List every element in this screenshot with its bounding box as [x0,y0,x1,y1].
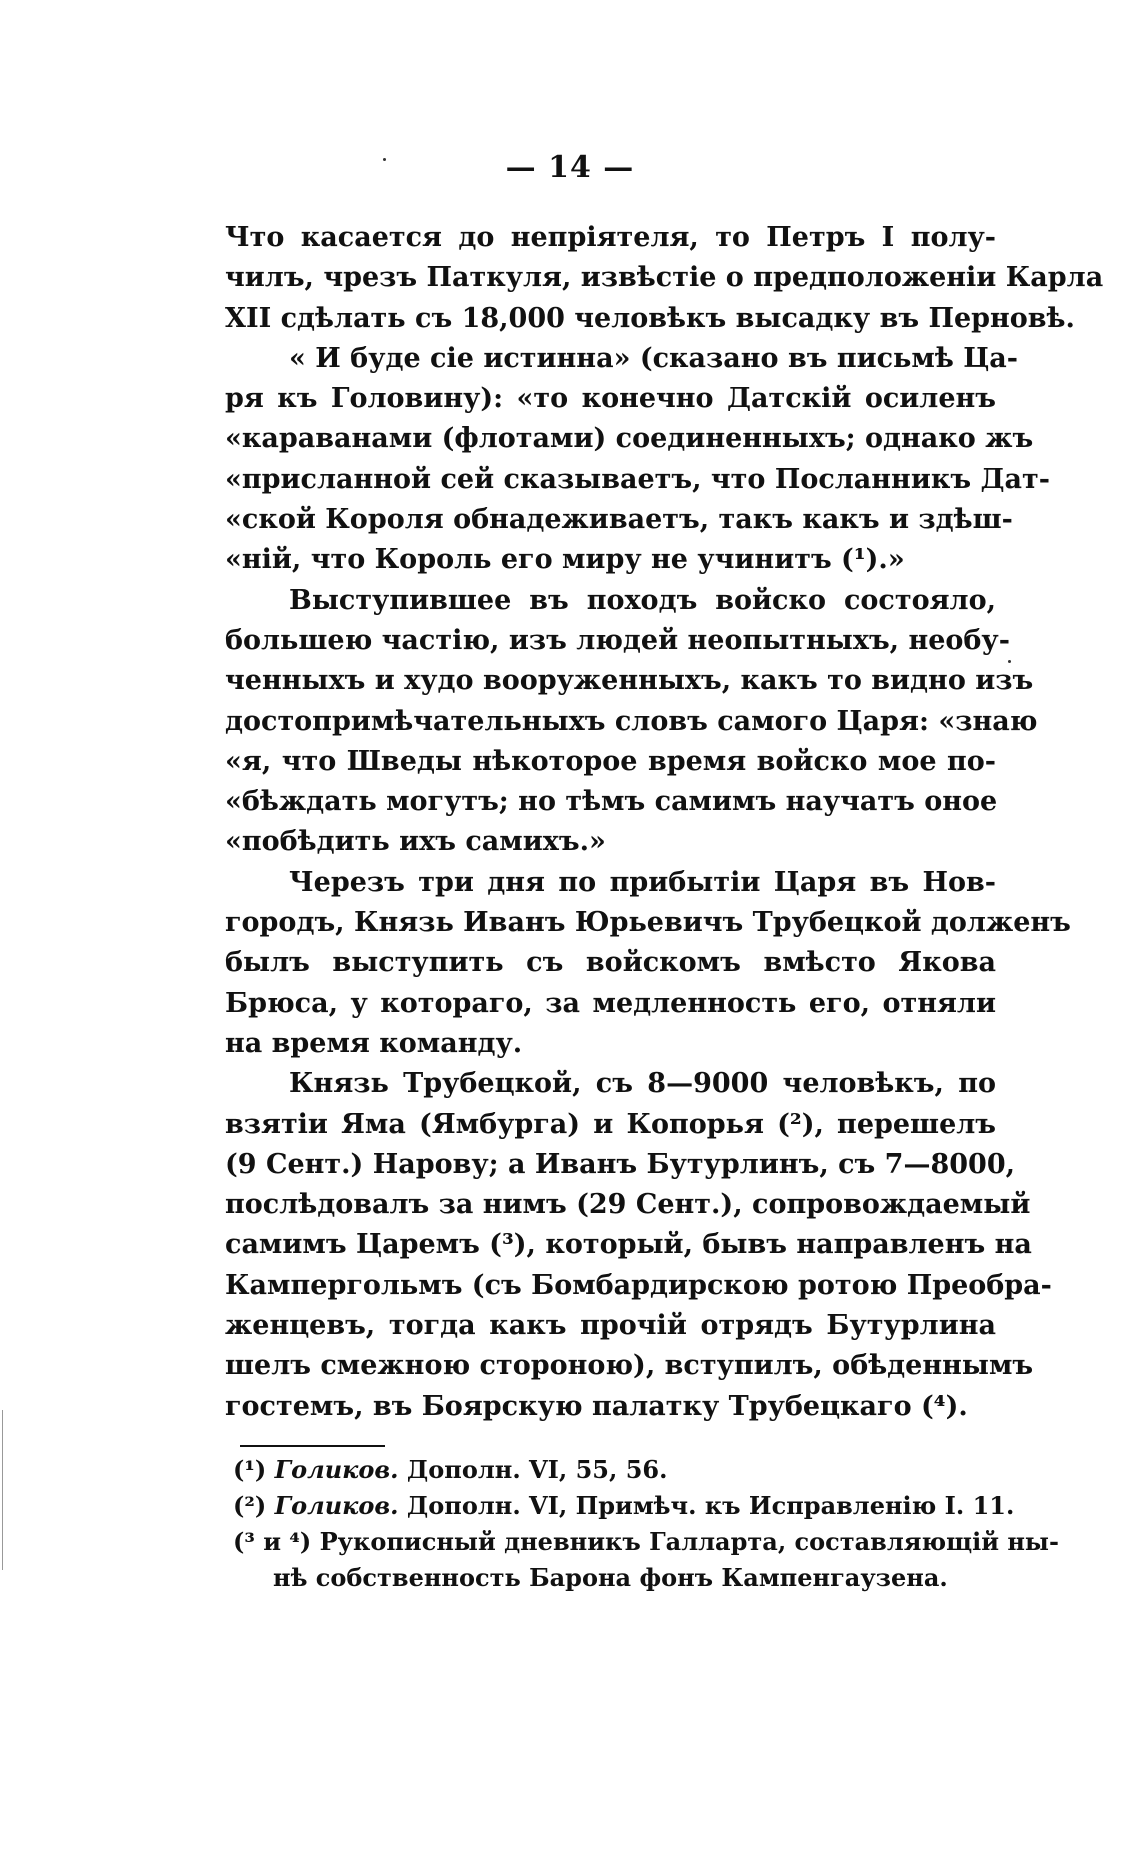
page-number: — 14 — [505,150,635,185]
text-line: послѣдовалъ за нимъ (29 Сент.), сопровождаемый [225,1189,1031,1221]
footnote-rule [240,1445,385,1447]
footnote-line [233,1560,996,1596]
text-line: XII сдѣлать съ 18,000 человѣкъ высадку въ Перновѣ. [225,302,1075,334]
text-line: Князь Трубецкой, съ 8—9000 человѣкъ, по [289,1068,996,1100]
text-line: ря къ Головину): «то конечно Датскій осиленъ [225,383,996,415]
footnote-marker: (³ и ⁴) [233,1527,320,1556]
footnote-line [233,1524,1059,1560]
text-line: взятіи Яма (Ямбурга) и Копорья (²), перешелъ [225,1108,996,1140]
text-line: (9 Сент.) Нарову; а Иванъ Бутурлинъ, съ 7—8000, [225,1148,1016,1180]
scan-speck [1008,660,1011,663]
text-line: « И буде сіе истинна» (сказано въ письмѣ Ца- [289,342,1018,374]
text-line: шелъ смежною стороною), вступилъ, обѣденнымъ [225,1350,1034,1382]
text-line: «ской Короля обнадеживаетъ, такъ какъ и здѣш- [225,504,1013,536]
text-line: Черезъ три дня по прибытіи Царя въ Нов- [289,866,996,898]
footnotes [233,1452,1059,1596]
text-line: «присланной сей сказываетъ, что Посланникъ Дат- [225,463,1050,495]
text-line: Кампергольмъ (съ Бомбардирскою ротою Преобра- [225,1269,1052,1301]
footnote-text: Дополн. VI, 55, 56. [398,1455,668,1484]
text-line: женцевъ, тогда какъ прочій отрядъ Бутурлина [225,1310,996,1342]
text-line: достопримѣчательныхъ словъ самого Царя: «знаю [225,705,1038,737]
text-line: чилъ, чрезъ Паткуля, извѣстіе о предположеніи Карла [225,262,1104,294]
text-line: «караванами (флотами) соединенныхъ; однако жъ [225,423,1034,455]
text-line: городъ, Князь Иванъ Юрьевичъ Трубецкой долженъ [225,907,1071,939]
footnote-line [233,1452,996,1488]
text-line: Выступившее въ походъ войско состояло, [289,584,996,616]
text-line: былъ выступить съ войскомъ вмѣсто Якова [225,947,996,979]
footnote-text: нѣ собственность Барона фонъ Кампенгаузена. [273,1563,948,1592]
scan-speck [383,158,386,161]
text-line: «ній, что Король его миру не учинитъ (¹).» [225,544,905,576]
footnote-line [233,1488,1015,1524]
footnote-text: Дополн. VI, Примѣч. къ Исправленію I. 11. [398,1491,1015,1520]
footnote-marker: (¹) [233,1455,275,1484]
footnote-author: Голиков. [274,1491,399,1520]
text-line: на время команду. [225,1027,523,1059]
text-line: «я, что Шведы нѣкоторое время войско мое по- [225,745,996,777]
text-line: гостемъ, въ Боярскую палатку Трубецкаго (⁴). [225,1390,968,1422]
footnote-text: Рукописный дневникъ Галларта, составляющій ны- [319,1527,1059,1556]
text-line: ченныхъ и худо вооруженныхъ, какъ то видно изъ [225,665,1034,697]
text-line: Что касается до непріятеля, то Петръ I полу- [225,222,996,253]
footnote-marker: (²) [233,1491,275,1520]
text-line: Брюса, у котораго, за медленность его, отняли [225,987,996,1019]
text-line: «побѣдить ихъ самихъ.» [225,826,606,858]
text-line: самимъ Царемъ (³), который, бывъ направленъ на [225,1229,1032,1261]
text-line: большею частію, изъ людей неопытныхъ, необу- [225,624,1010,656]
body-text [225,218,1104,1427]
text-line: «бѣждать могутъ; но тѣмъ самимъ научатъ оное [225,786,998,818]
footnote-author: Голиков. [274,1455,399,1484]
scan-edge-mark [2,1410,3,1570]
